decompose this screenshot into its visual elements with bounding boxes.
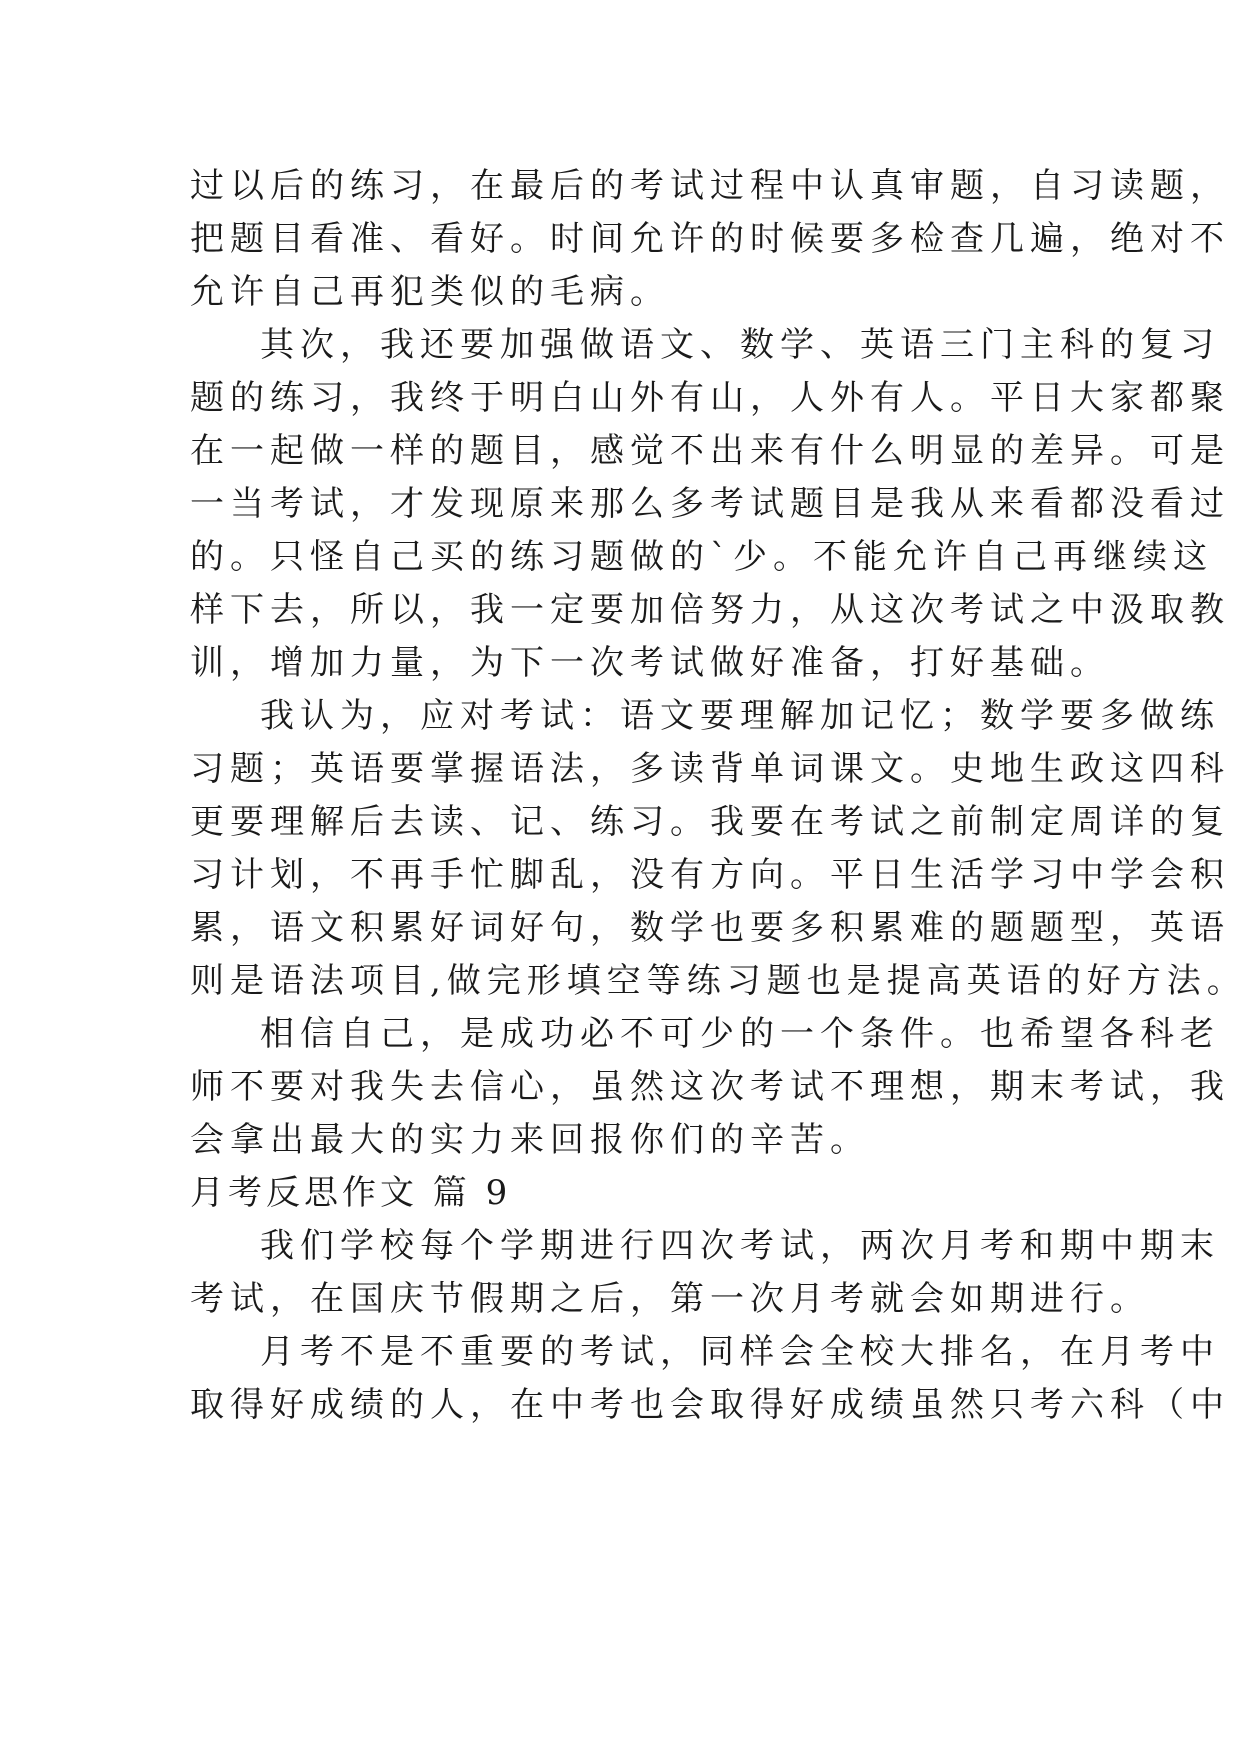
text-line: 习计划，不再手忙脚乱，没有方向。平日生活学习中学会积 bbox=[190, 855, 1230, 895]
paragraph-first-line: 月考不是不重要的考试，同样会全校大排名，在月考中 bbox=[260, 1332, 1220, 1372]
text-line: 更要理解后去读、记、练习。我要在考试之前制定周详的复 bbox=[190, 802, 1230, 842]
text-line: 会拿出最大的实力来回报你们的辛苦。 bbox=[190, 1120, 870, 1160]
text-line: 的。只怪自己买的练习题做的`少。不能允许自己再继续这 bbox=[190, 537, 1213, 577]
text-line: 取得好成绩的人，在中考也会取得好成绩虽然只考六科（中 bbox=[190, 1385, 1230, 1425]
text-line: 过以后的练习，在最后的考试过程中认真审题，自习读题， bbox=[190, 166, 1230, 206]
paragraph-first-line: 我们学校每个学期进行四次考试，两次月考和期中期末 bbox=[260, 1226, 1220, 1266]
text-line: 题的练习，我终于明白山外有山，人外有人。平日大家都聚 bbox=[190, 378, 1230, 418]
text-line: 则是语法项目,做完形填空等练习题也是提高英语的好方法。 bbox=[190, 961, 1247, 1001]
text-line: 训，增加力量，为下一次考试做好准备，打好基础。 bbox=[190, 643, 1110, 683]
text-line: 习题；英语要掌握语法，多读背单词课文。史地生政这四科 bbox=[190, 749, 1230, 789]
paragraph-first-line: 我认为，应对考试：语文要理解加记忆；数学要多做练 bbox=[260, 696, 1220, 736]
text-line: 在一起做一样的题目，感觉不出来有什么明显的差异。可是 bbox=[190, 431, 1230, 471]
text-line: 样下去，所以，我一定要加倍努力，从这次考试之中汲取教 bbox=[190, 590, 1230, 630]
text-line: 允许自己再犯类似的毛病。 bbox=[190, 272, 670, 312]
paragraph-first-line: 其次，我还要加强做语文、数学、英语三门主科的复习 bbox=[260, 325, 1220, 365]
text-line: 师不要对我失去信心，虽然这次考试不理想，期末考试，我 bbox=[190, 1067, 1230, 1107]
text-line: 一当考试，才发现原来那么多考试题目是我从来看都没看过 bbox=[190, 484, 1230, 524]
document-body bbox=[190, 160, 1247, 1432]
text-line: 考试，在国庆节假期之后，第一次月考就会如期进行。 bbox=[190, 1279, 1150, 1319]
section-heading: 月考反思作文 篇 9 bbox=[190, 1173, 512, 1213]
text-line: 累，语文积累好词好句，数学也要多积累难的题题型，英语 bbox=[190, 908, 1230, 948]
paragraph-first-line: 相信自己，是成功必不可少的一个条件。也希望各科老 bbox=[260, 1014, 1220, 1054]
text-line: 把题目看准、看好。时间允许的时候要多检查几遍，绝对不 bbox=[190, 219, 1230, 259]
